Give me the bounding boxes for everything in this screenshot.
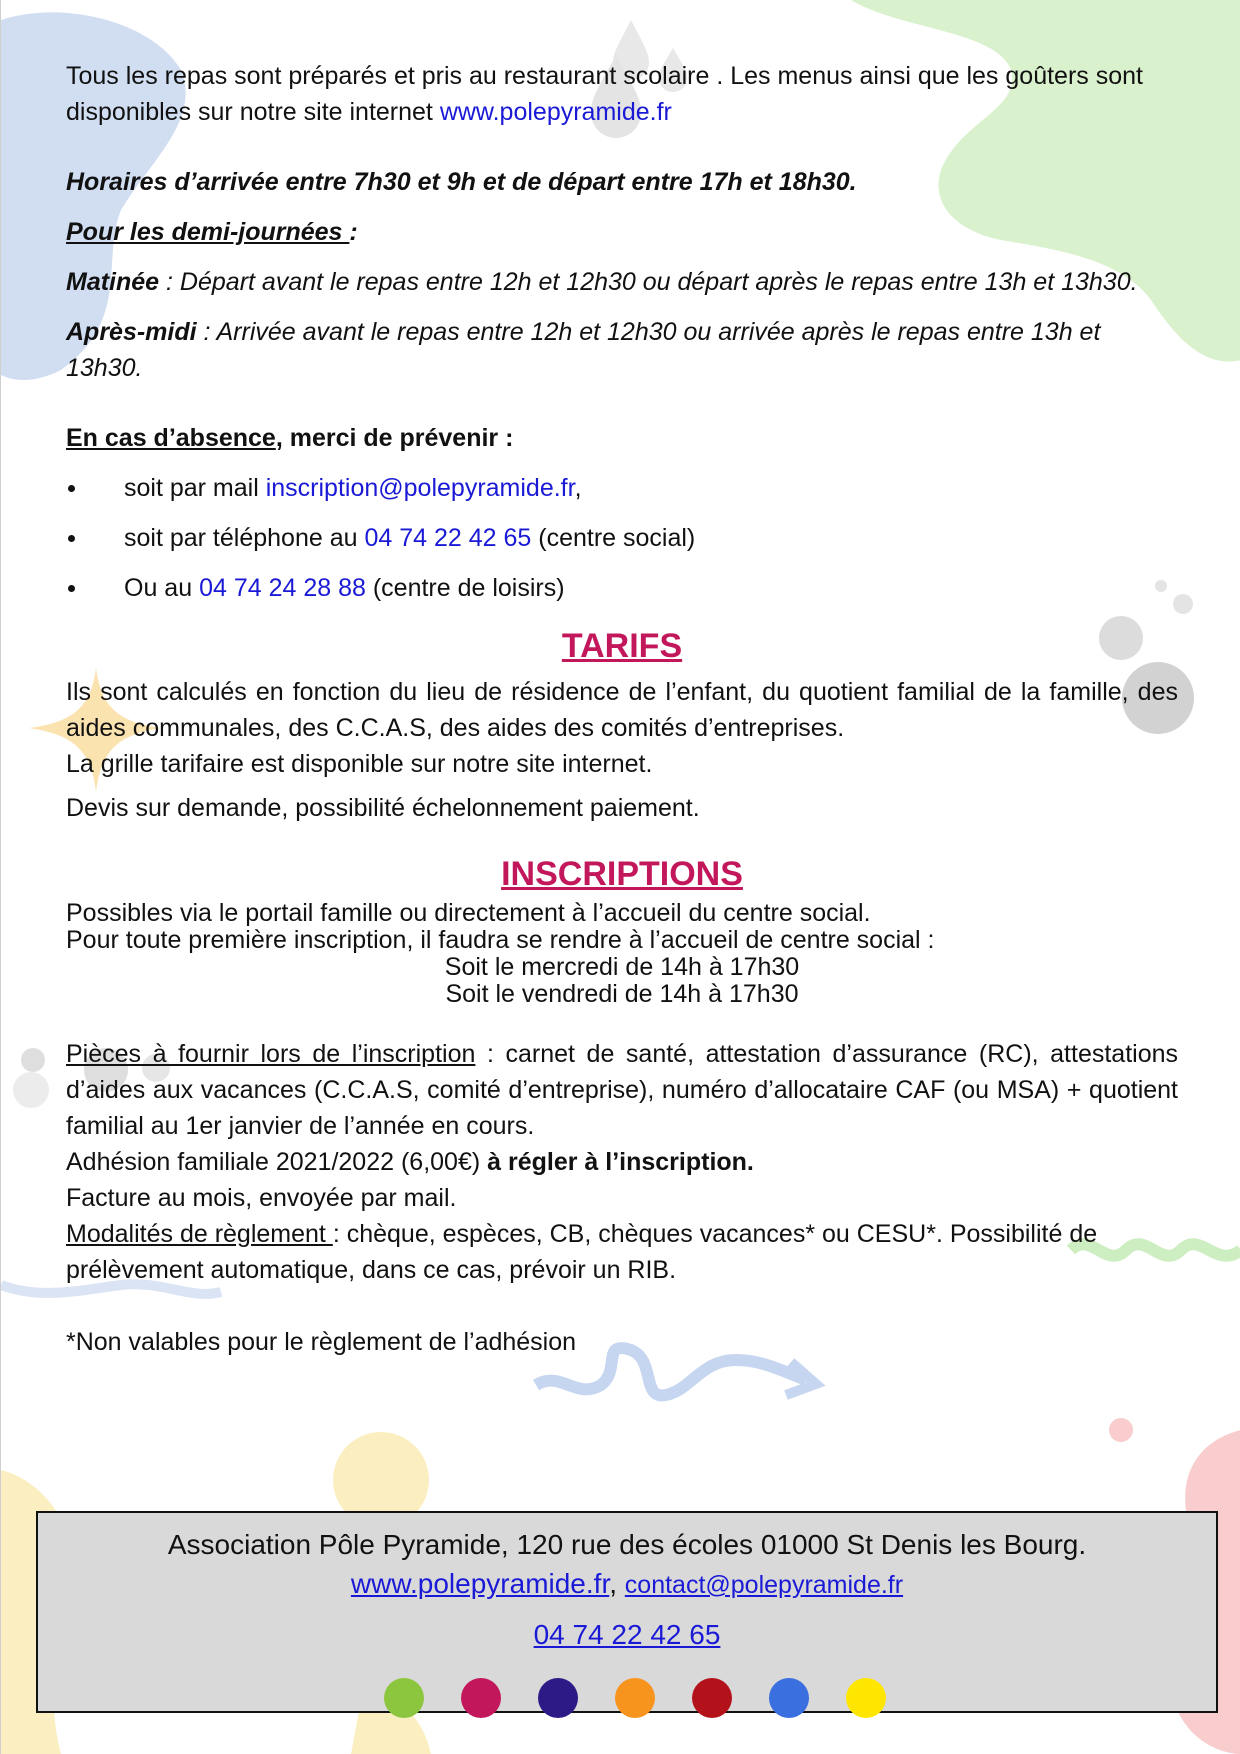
friday-hours: Soit le vendredi de 14h à 17h30 — [445, 980, 799, 1008]
payment-text: Modalités de règlement : chèque, espèces, CB, chèques vacances* ou CESU*. Possibilité de prélèvement automatique, dans ce cas, prévoir un RIB. — [66, 1220, 1098, 1284]
color-dot-icon — [846, 1678, 886, 1718]
wednesday-hours: Soit le mercredi de 14h à 17h30 — [444, 953, 800, 981]
bubble-shape — [13, 1072, 49, 1108]
email-link[interactable]: inscription@polepyramide.fr — [265, 474, 575, 502]
color-dot-icon — [461, 1678, 501, 1718]
website-link[interactable]: www.polepyramide.fr — [439, 98, 672, 126]
hours-text: Horaires d’arrivée entre 7h30 et 9h et de départ entre 17h et 18h30. — [66, 168, 857, 196]
tarifs-title: TARIFS — [561, 627, 683, 665]
footer-website-link[interactable]: www.polepyramide.fr — [350, 1568, 610, 1599]
afternoon-text: Après-midi : Arrivée avant le repas entre 12h et 12h30 ou arrivée après le repas entre 13h et 13h30. — [66, 318, 1101, 382]
color-dot-icon — [769, 1678, 809, 1718]
color-dot-icon — [692, 1678, 732, 1718]
half-days-heading: Pour les demi-journées : — [66, 218, 358, 246]
phone-link-social-center[interactable]: 04 74 22 42 65 — [364, 524, 532, 552]
footer-box — [36, 1511, 1218, 1713]
morning-text: Matinée : Départ avant le repas entre 12h et 12h30 ou départ après le repas entre 13h et 13h30. — [66, 268, 1138, 296]
membership-text: Adhésion familiale 2021/2022 (6,00€) à régler à l’inscription. — [66, 1148, 754, 1176]
phone-link-leisure-center[interactable]: 04 74 24 28 88 — [199, 574, 366, 602]
bubble-shape — [21, 1048, 45, 1072]
list-item: soit par téléphone au 04 74 22 42 65 (centre social) — [66, 520, 1178, 556]
bullet-icon — [68, 485, 75, 492]
invoice-text: Facture au mois, envoyée par mail. — [66, 1184, 457, 1212]
bullet-icon — [68, 535, 75, 542]
absence-heading: En cas d’absence, merci de prévenir : — [66, 424, 514, 452]
footnote-text: *Non valables pour le règlement de l’adhésion — [66, 1328, 577, 1356]
documents-text: Pièces à fournir lors de l’inscription : carnet de santé, attestation d’assurance (RC), attestations d’aides aux vacances (C.C.A.S, comité d’entreprise), numéro d’allocataire CAF (ou MSA) + quotient familial au 1er janvier de l’année en cours. — [66, 1040, 1179, 1140]
inscriptions-title: INSCRIPTIONS — [501, 855, 743, 893]
color-dots-row — [38, 1678, 1216, 1718]
tarifs-grid-text: La grille tarifaire est disponible sur notre site internet. — [66, 750, 653, 778]
footer-phone-link[interactable]: 04 74 22 42 65 — [533, 1619, 721, 1650]
color-dot-icon — [384, 1678, 424, 1718]
bullet-icon — [68, 585, 75, 592]
quote-text: Devis sur demande, possibilité échelonnement paiement. — [66, 794, 700, 822]
tarifs-text: Ils sont calculés en fonction du lieu de résidence de l’enfant, du quotient familial de la famille, des aides communales, des C.C.A.S, des aides des comités d’entreprises. — [66, 678, 1178, 742]
color-dot-icon — [615, 1678, 655, 1718]
absence-contact-list — [66, 470, 1178, 606]
inscriptions-intro: Possibles via le portail famille ou directement à l’accueil du centre social. Pour toute première inscription, il faudra se rendre à l’accueil de centre social : Soit le mercredi de 14h à 17h30 Soit le vendredi de 14h à 17h30 — [66, 900, 1178, 1008]
pink-dot-shape — [1109, 1418, 1133, 1442]
intro-paragraph: Tous les repas sont préparés et pris au restaurant scolaire . Les menus ainsi que les goûters sont disponibles sur notre site internet www.polepyramide.fr — [66, 62, 1143, 126]
list-item: Ou au 04 74 24 28 88 (centre de loisirs) — [66, 570, 1178, 606]
color-dot-icon — [538, 1678, 578, 1718]
footer-email-link[interactable]: contact@polepyramide.fr — [624, 1571, 904, 1599]
footer-address: Association Pôle Pyramide, 120 rue des écoles 01000 St Denis les Bourg. — [167, 1529, 1087, 1560]
footer-links: www.polepyramide.fr, contact@polepyramide.fr — [350, 1568, 904, 1599]
main-content — [66, 58, 1178, 1360]
list-item: soit par mail inscription@polepyramide.fr, — [66, 470, 1178, 506]
